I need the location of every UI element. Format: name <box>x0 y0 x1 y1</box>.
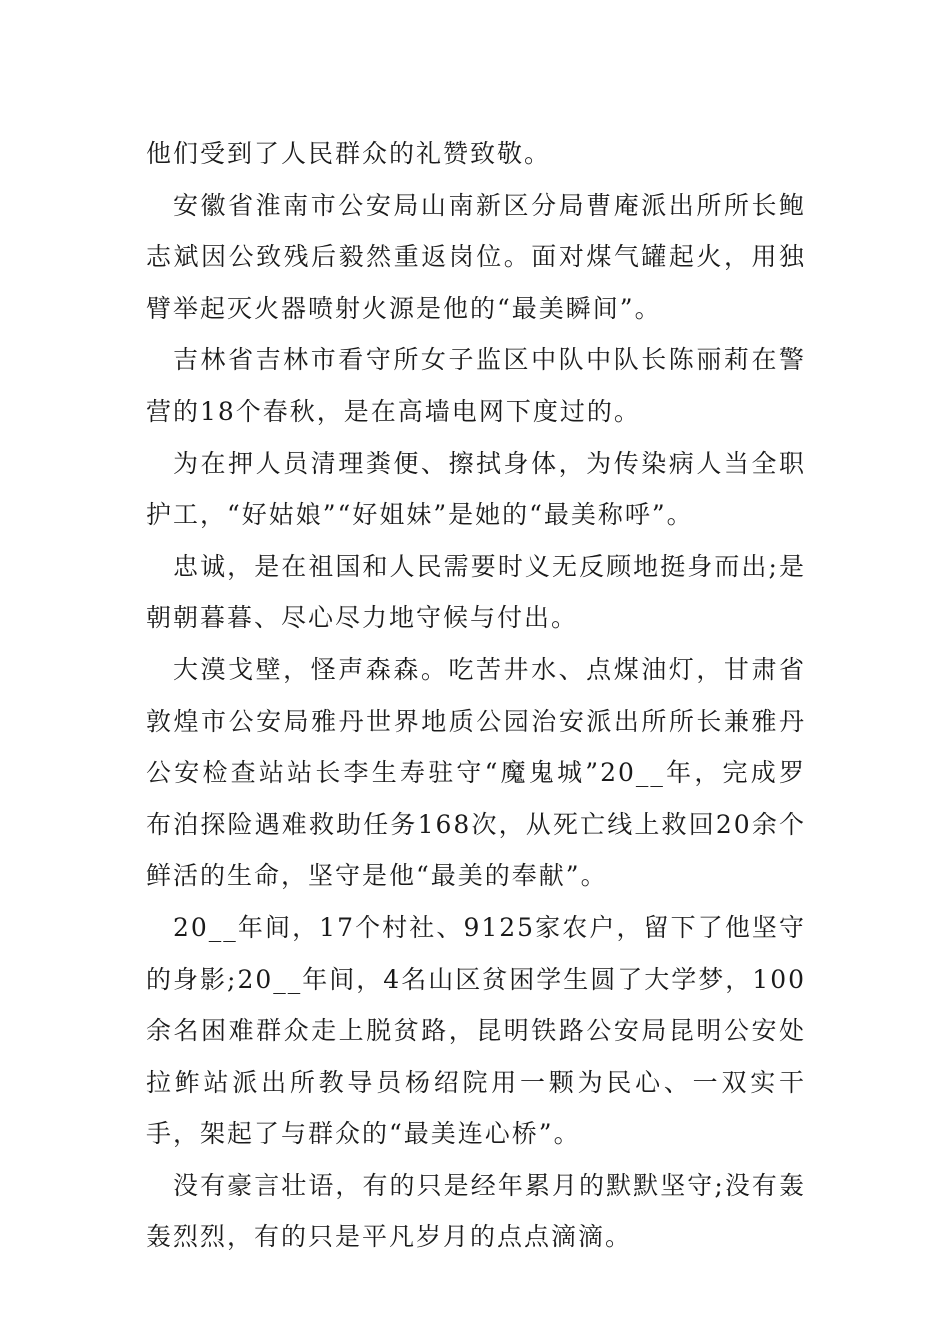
paragraph-5: 忠诚，是在祖国和人民需要时义无反顾地挺身而出;是朝朝暮暮、尽心尽力地守候与付出。 <box>146 551 806 633</box>
paragraph-6: 大漠戈壁，怪声森森。吃苦井水、点煤油灯，甘肃省敦煌市公安局雅丹世界地质公园治安派出所所长兼雅丹公安检查站站长李生寿驻守“魔鬼城”20__年，完成罗布泊探险遇难救助任务168次，从死亡线上救回20余个鲜活的生命，坚守是他“最美的奉献”。 <box>146 654 806 891</box>
paragraph-1: 他们受到了人民群众的礼赞致敬。 <box>146 139 552 168</box>
document-body <box>146 128 806 1263</box>
paragraph-7: 20__年间，17个村社、9125家农户，留下了他坚守的身影;20__年间，4名山区贫困学生圆了大学梦，100余名困难群众走上脱贫路，昆明铁路公安局昆明公安处拉鲊站派出所教导员杨绍院用一颗为民心、一双实干手，架起了与群众的“最美连心桥”。 <box>146 912 806 1149</box>
paragraph-4: 为在押人员清理粪便、擦拭身体，为传染病人当全职护工，“好姑娘”“好姐妹”是她的“最美称呼”。 <box>146 448 806 530</box>
paragraph-3: 吉林省吉林市看守所女子监区中队中队长陈丽莉在警营的18个春秋，是在高墙电网下度过的。 <box>146 345 806 426</box>
paragraph-8: 没有豪言壮语，有的只是经年累月的默默坚守;没有轰轰烈烈，有的只是平凡岁月的点点滴滴。 <box>146 1170 806 1252</box>
paragraph-2: 安徽省淮南市公安局山南新区分局曹庵派出所所长鲍志斌因公致残后毅然重返岗位。面对煤气罐起火，用独臂举起灭火器喷射火源是他的“最美瞬间”。 <box>146 190 806 323</box>
